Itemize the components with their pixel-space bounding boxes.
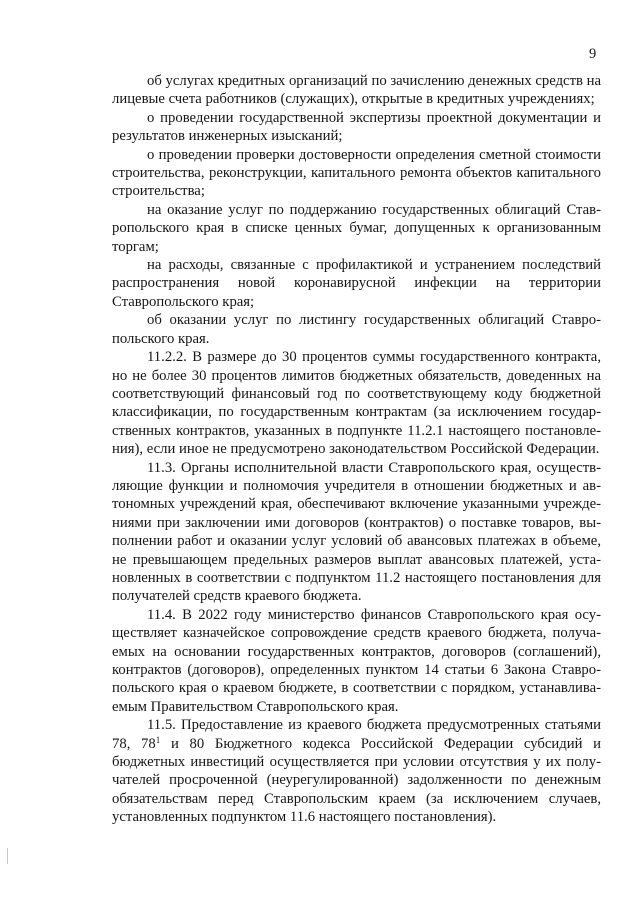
paragraph-11-5: [112, 716, 601, 826]
paragraph-11-5-end: и 80 Бюджетного кодекса Российской Федерации субсидий и бюджетных инвестиций осуществляется при условии отсутствия у их получателей просроченной (неурегулированной) задолженности по денежным обязательствам перед Ставропольским краем (за исключением случаев, установленных подпунктом 11.6 настоящего постановления).: [112, 735, 601, 826]
paragraph-11-5-start: 11.5. Предоставление из краевого бюджета предусмотренных статьями 78, 78: [112, 717, 601, 752]
paragraph-bond-listing: об оказании услуг по листингу государственных облигаций Ставропольского края.: [112, 312, 601, 347]
paragraph-bond-maintenance: на оказание услуг по поддержанию государственных облигаций Ставропольского края в списке ценных бумаг, допущенных к организованным торгам;: [112, 201, 601, 255]
paragraph-coronavirus-expenses: на расходы, связанные с профилактикой и устранением последствий распространения новой коронавирусной инфекции на территории Ставропольского края;: [112, 257, 601, 310]
paragraph-11-3: 11.3. Органы исполнительной власти Ставропольского края, осуществляющие функции и полномочия учредителя в отношении бюджетных и автономных учреждений края, обеспечивают включение указанными учреждениями при заключении ими договоров (контрактов) о поставке товаров, выполнении работ и оказании услуг условий об авансовых платежах в объеме, не превышающем предельных размеров выплат авансовых платежей, установленных в соответствии с подпунктом 11.2 настоящего постановления для получателей средств краевого бюджета.: [112, 459, 601, 605]
document-body: [112, 72, 601, 827]
article-superscript: 1: [155, 734, 161, 745]
scan-edge-mark: [7, 848, 8, 864]
paragraph-state-expertise: о проведении государственной экспертизы проектной документации и результатов инженерных изысканий;: [112, 109, 601, 145]
paragraph-cost-verification: о проведении проверки достоверности определения сметной стоимости строительства, реконструкции, капитального ремонта объектов капитального строительства;: [112, 146, 601, 200]
paragraph-credit-organizations: об услугах кредитных организаций по зачислению денежных средств на лицевые счета работников (служащих), открытые в кредитных учреждениях;: [112, 73, 601, 108]
paragraph-11-4: 11.4. В 2022 году министерство финансов Ставропольского края осуществляет казначейское сопровождение средств краевого бюджета, получаемых на основании государственных контрактов, договоров (соглашений), контрактов (договоров), определенных пунктом 14 статьи 6 Закона Ставропольского края о краевом бюджете, в соответствии с порядком, устанавливаемым Правительством Ставропольского края.: [112, 606, 601, 715]
paragraph-11-2-2: 11.2.2. В размере до 30 процентов суммы государственного контракта, но не более 30 процентов лимитов бюджетных обязательств, доведенных на соответствующий финансовый год по соответствующему коду бюджетной классификации, по государственным контрактам (за исключением государственных контрактов, указанных в подпункте 11.2.1 настоящего постановления), если иное не предусмотрено законодательством Российской Федерации.: [112, 349, 601, 458]
page-number: 9: [589, 46, 597, 62]
